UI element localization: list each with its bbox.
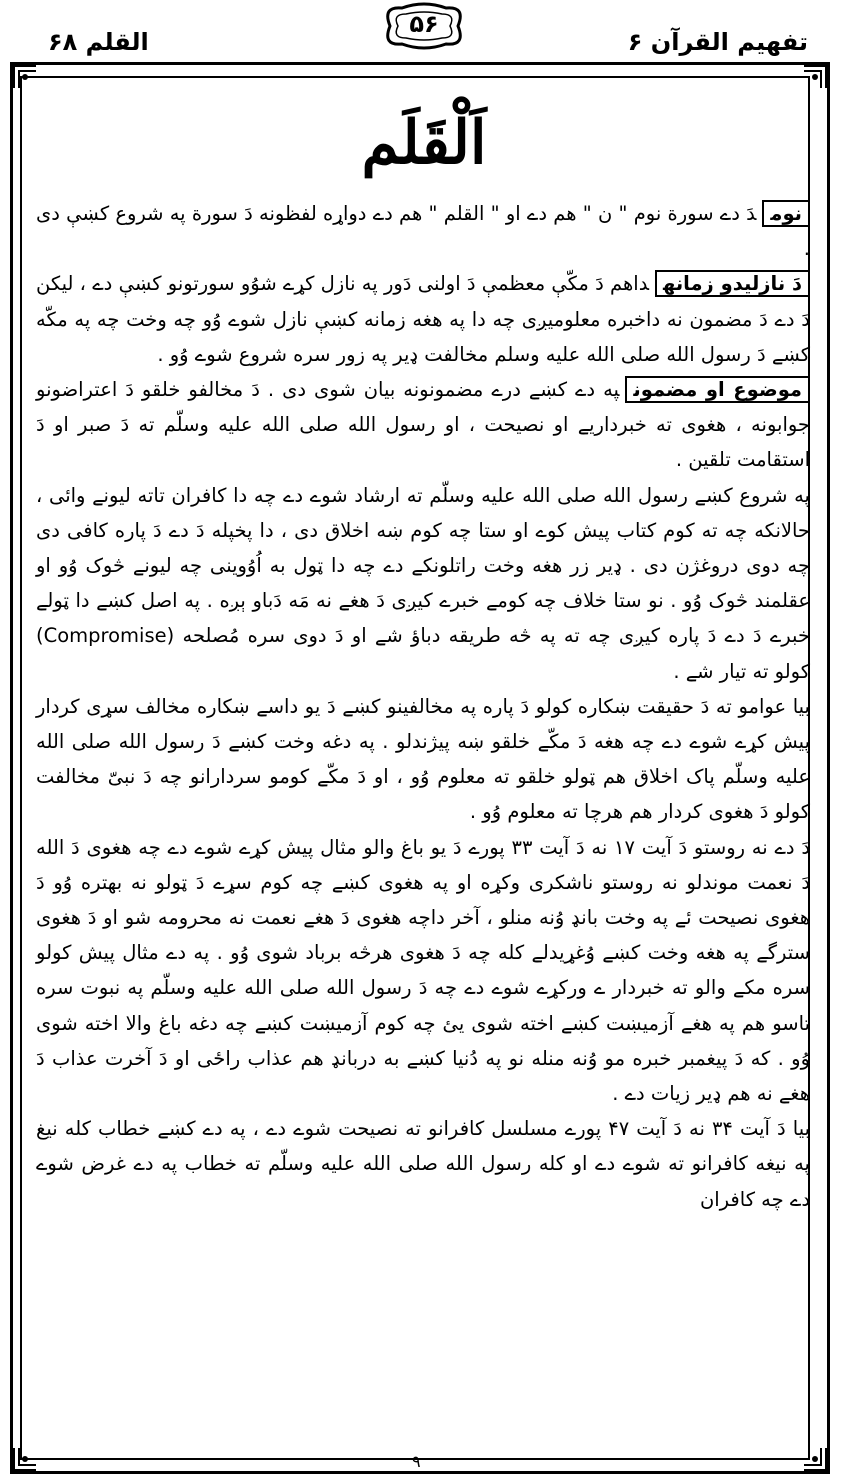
body-text (36, 196, 810, 1217)
paragraph-text: په دے کښے درے مضمونونه بیان شوی دی . دَ مخالفو خلقو دَ اعتراضونو جوابونه ، هغوی ته خبرداریے او نصیحت ، او رسول الله صلی الله علیه وسلّم ته دَ صبر او دَ استقامت تلقین . (36, 378, 810, 472)
paragraph (36, 266, 810, 372)
surah-name-header: القلم ۶۸ (48, 28, 149, 56)
page-number-ornament (378, 2, 470, 50)
paragraph-text: بیا عوامو ته دَ حقیقت ښکاره کولو دَ پاره په مخالفینو کښے دَ یو داسے ښکاره مخالف سړی کردار پیش کړے شوے دے چه هغه دَ مکّے خلقو ښه پیژندلو . په دغه وخت کښے دَ رسول الله صلی الله علیه وسلّم پاک اخلاق هم ټولو خلقو ته معلوم وُو ، او دَ مکّے کومو سردارانو چه دَ نبیّ مخالفت کولو دَ هغوی کردار هم هرچا ته معلوم وُو . (36, 694, 810, 824)
paragraph-text: په شروع کښے رسول الله صلی الله علیه وسلّم ته ارشاد شوے دے چه دا کافران تاته لیونے وائی ، حالانکه چه ته کوم کتاب پیش کوے او ستا چه کوم ښه اخلاق دی ، دا پخپله دَ دے دَ پاره کافی دی چه دوی دروغژن دی . ډیر زر هغه وخت راتلونکے دے چه دا ټول به اُوُوینی چه لیونے څوک وُو او عقلمند څوک وُو . نو ستا خلاف چه کومے خبرے کیږی دَ هغے نه مَه دَباو ېږه . په اصل کښے دا ټولے خبرے دَ دے دَ پاره کیږی چه ته په څه طریقه دباؤ شے او دَ دوی سره مُصلحه (Compromise) کولو ته تیار شے . (36, 483, 810, 683)
footer-mark: ۹ (412, 1452, 421, 1471)
paragraph (36, 196, 810, 266)
surah-title: اَلْقَلَم (361, 108, 487, 178)
paragraph (36, 1111, 810, 1217)
book-title-header: تفهیم القرآن ۶ (627, 28, 808, 56)
ornament-corner-icon (12, 1446, 38, 1472)
ornament-corner-icon (802, 1446, 828, 1472)
paragraph-text: داهم دَ مکّې معظمې دَ اولنی دَور په نازل کړے شوُو سورتونو کښې دے ، لیکن دَ دے دَ مضمون نه داخبره معلومیږی چه دا په هغه زمانه کښې نازل شوے وُو چه وخت چه په مکّه کښے دَ رسول الله صلی الله علیه وسلم مخالفت ډیر په زور سره شروع شوے وُو . (36, 272, 810, 366)
ornament-corner-icon (12, 64, 38, 90)
paragraph (36, 478, 810, 689)
paragraph (36, 372, 810, 478)
paragraph (36, 830, 810, 1112)
ornament-corner-icon (802, 64, 828, 90)
paragraph-text: دَ دے سورة نوم " ن " هم دے او " القلم " هم دے دواړه لفظونه دَ سورة په شروع کښې دی . (36, 202, 810, 261)
paragraph-text: بیا دَ آیت ۳۴ نه دَ آیت ۴۷ پورے مسلسل کافرانو ته نصیحت شوے دے ، په دے کښے خطاب کله نیغ په نیغه کافرانو ته شوے دے او کله رسول الله صلی الله علیه وسلّم ته خطاب په دے غرض شوے دے چه کافران (36, 1117, 811, 1211)
paragraph-text: دَ دے نه روستو دَ آیت ۱۷ نه دَ آیت ۳۳ پورے دَ یو باغ والو مثال پیش کړے شوے دے چه هغوی دَ الله دَ نعمت موندلو نه روستو ناشکری وکړه او په هغوی کښے چه کوم سړے دَ ټولو نه بهتره وُو دَ هغوی نصیحت ئے په وخت بانډ وُنه منلو ، آخر داچه هغوی دَ هغے نعمت نه محرومه شو او دَ هغوی سترگے په هغه وخت کښے وُغړیدلے کله چه دَ هغوی هرڅه برباد شوی وُو . په دے مثال پیش کولو سره مکے والو ته خبردار ے ورکړے شوے دے چه دَ رسول الله صلی الله علیه وسلّم په نبوت سره تاسو هم په هغے آزمیښت کښے اخته شوی یئ چه کوم آزمیښت کښے چه دغه باغ والا اخته شوی وُو . که دَ پیغمبر خبره مو وُنه منله نو په دُنیا کښے به دربانډ هم عذاب راځی او دَ آخرت عذاب دَ هغے نه هم ډیر زیات دے . (36, 835, 810, 1106)
page-number: ۵۶ (409, 10, 439, 38)
paragraph (36, 689, 810, 830)
section-heading: نوم (762, 200, 810, 227)
section-heading: دَ نازلیدو زمانه (655, 270, 810, 297)
section-heading: موضوع او مضمون (625, 376, 810, 403)
